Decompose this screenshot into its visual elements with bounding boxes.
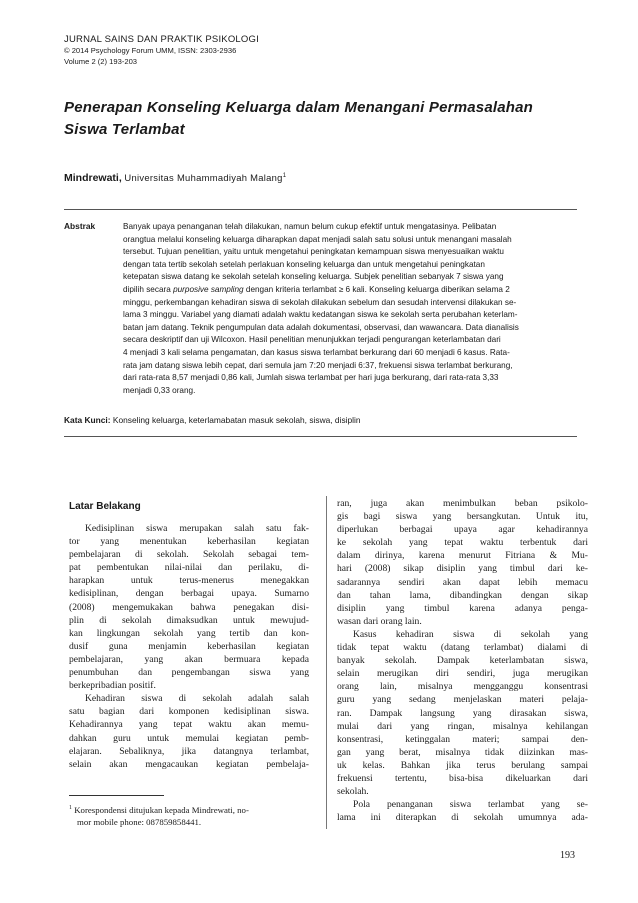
journal-header — [64, 34, 584, 67]
abstract-line: batan jam datang. Teknik pengumpulan data adalah dokumentasi, observasi, dan wawancara. Data dianalisis — [123, 322, 519, 332]
body-line: sadarannya sendiri akan dapat lebih memacu — [337, 576, 588, 588]
body-line: tidak tepat waktu (datang terlambat) dialami di — [337, 642, 588, 654]
body-line: Kasus kehadiran siswa di sekolah yang — [353, 628, 588, 640]
body-line: dahkan guru untuk memulai kegiatan pemb- — [69, 732, 309, 744]
body-line: uk kelas. Bahkan jika terus berulang sampai — [337, 759, 588, 771]
body-line: dan tahan lama, dibandingkan dengan sikap — [337, 589, 588, 601]
section-heading: Latar Belakang — [69, 501, 141, 512]
body-line: Pola penanganan siswa terlambat yang se- — [353, 799, 588, 811]
author-affiliation: Universitas Muhammadiyah Malang — [124, 172, 283, 184]
abstract-line-sampling — [123, 284, 580, 297]
left-column — [69, 498, 309, 771]
article-title-line: Siswa Terlambat — [64, 121, 185, 138]
body-line: plin di sekolah dimaksudkan untuk mewujud- — [69, 614, 309, 626]
body-line: pembelajaran, yang akan bermuara kepada — [69, 653, 309, 665]
footnote — [69, 802, 314, 829]
body-line: ran, juga akan menimbulkan beban psikolo- — [337, 498, 588, 509]
body-line: pembelajaran di sekolah. Sekolah sebagai tem- — [69, 549, 309, 561]
body-line: penumbuhan dan pengembangan siswa yang — [69, 667, 309, 679]
abstract-line: lama 3 minggu. Variabel yang diamati adalah waktu kedatangan siswa ke sekolah serta perubahan keterlam- — [123, 310, 518, 320]
body-line: frekuensi tertentu, bisa-bisa dikeluarkan dari — [337, 772, 588, 784]
abstract-top-rule — [64, 209, 577, 210]
body-line: Kehadiran siswa di sekolah adalah salah — [85, 693, 309, 705]
body-line: Kedisiplinan siswa merupakan salah satu fak- — [85, 523, 309, 534]
body-line: gan yang berat, misalnya tidak diizinkan mas- — [337, 746, 588, 758]
body-line: hari (2008) sikap disiplin yang timbul dari ke- — [337, 563, 588, 575]
column-divider — [326, 496, 327, 829]
abstract-line: dari rata-rata 8,57 menjadi 0,86 kali, Jumlah siswa terlambat per hari juga berkurang, dari rata-rata 3,33 — [123, 373, 499, 383]
body-line: wasan dari orang lain. — [337, 615, 422, 627]
body-line: tor yang menentukan keberhasilan kegiatan — [69, 536, 309, 548]
abstract-line: ketepatan siswa datang ke sekolah setelah konseling keluarga. Subjek penelitian sebanyak 7 siswa yang — [123, 272, 504, 282]
article-title-line: Penerapan Konseling Keluarga dalam Menangani Permasalahan — [64, 99, 534, 116]
abstract-label: Abstrak — [64, 221, 96, 231]
footnote-rule — [69, 795, 164, 796]
body-line: ke sekolah yang tepat waktu terbentuk dari — [337, 537, 588, 549]
body-line: berkepribadian positif. — [69, 680, 156, 692]
body-line: satu bagian dari komponen kedisiplinan siswa. — [69, 706, 309, 718]
keywords-line — [64, 414, 580, 426]
author-line — [64, 169, 584, 185]
body-line: kan lingkungan sekolah yang tertib dan kon- — [69, 627, 309, 639]
body-line: konsentrasi, ketinggalan materi; sampai den- — [337, 733, 588, 745]
body-line: Kehadirannya yang tepat waktu akan memu- — [69, 719, 309, 731]
article-title — [64, 97, 584, 141]
footnote-mark: 1 — [69, 805, 72, 811]
abstract-sampling-prefix: dipilih secara — [123, 284, 174, 294]
journal-copyright: © 2014 Psychology Forum UMM, ISSN: 2303-2936 — [64, 46, 237, 55]
keywords-text: Konseling keluarga, keterlamabatan masuk sekolah, siswa, disiplin — [112, 415, 361, 425]
abstract-line: minggu, perkembangan kehadiran siswa di sekolah dilakukan sebelum dan sesudah intervensi dilakukan se- — [123, 297, 517, 307]
abstract-line: Banyak upaya penanganan telah dilakukan, namun belum cukup efektif untuk mengatasinya. Pelibatan — [123, 222, 497, 231]
body-line: pat pembentukan nilai-nilai dan perilaku, di- — [69, 562, 309, 574]
body-line: diperlukan berbagai upaya agar kehadirannya — [337, 524, 588, 536]
abstract-line: secara deskriptif dan uji Wilcoxon. Hasil penelitian menunjukkan terjadi pengurangan keterlambatan dari — [123, 335, 501, 345]
abstract-sampling-rest: dengan kriteria terlambat ≥ 6 kali. Konseling keluarga diberikan selama 2 — [245, 284, 510, 294]
keywords-label: Kata Kunci: — [64, 415, 111, 425]
body-line: dusif guna menjamin keberhasilan kegiatan — [69, 640, 309, 652]
author-name: Mindrewati, — [64, 172, 122, 185]
abstract-line: dengan tata tertib sekolah setelah perlakuan konseling keluarga dan untuk mengetahui peningkatan — [123, 259, 485, 269]
footnote-line: Korespondensi ditujukan kepada Mindrewati, no- — [74, 804, 249, 815]
footnote-line: mor mobile phone: 087859858441. — [77, 817, 202, 828]
body-line: mulai dari yang ringan, misalnya kehilangan — [337, 720, 588, 732]
author-footnote-mark: 1 — [282, 173, 287, 179]
abstract-line: tersebut. Tujuan penelitian, yaitu untuk mengetahui peningkatan kemampuan siswa menyesuaikan waktu — [123, 247, 504, 257]
body-line: dalam dirinya, karena menurut Fitriana & Mu- — [337, 550, 588, 562]
body-line: banyak sekolah. Dampak keterlambatan siswa, — [337, 655, 588, 667]
body-line: disiplin yang timbul karena adanya penga- — [337, 602, 588, 614]
body-line: harapkan untuk terus-menerus menegakkan — [69, 575, 309, 587]
body-line: gis bagi siswa yang bersangkutan. Untuk itu, — [337, 511, 588, 523]
abstract-line: orangtua melalui konseling keluarga diharapkan dapat menjadi salah satu solusi untuk menangani masalah — [123, 234, 512, 244]
body-line: kedisiplinan, dengan berbagai upaya. Sumarno — [69, 588, 309, 600]
body-line: (2008) mengemukakan bahwa penegakan disi- — [69, 601, 309, 613]
body-line: orang lain, misalnya mengganggu konsentrasi — [337, 681, 588, 693]
abstract-block — [64, 221, 580, 397]
body-line: selain akan mengacaukan kegiatan pembelaja- — [69, 758, 309, 770]
abstract-bottom-rule — [64, 436, 577, 437]
abstract-line: rata jam datang siswa lebih cepat, dari semula jam 7:20 menjadi 6:37, frekuensi siswa terlambat berkurang, — [123, 360, 513, 370]
journal-name: JURNAL SAINS DAN PRAKTIK PSIKOLOGI — [64, 34, 259, 45]
body-line: guru yang sedang menjelaskan materi pelaja- — [337, 694, 588, 706]
abstract-text — [123, 221, 580, 397]
body-line: sekolah. — [337, 786, 369, 798]
page-number: 193 — [560, 850, 575, 861]
abstract-line: menjadi 0,33 orang. — [123, 385, 196, 395]
body-line: selain merugikan diri sendiri, juga merugikan — [337, 668, 588, 680]
right-column — [337, 497, 588, 824]
body-line: elajaran. Sebaliknya, jika datangnya terlambat, — [69, 745, 309, 757]
abstract-line: 4 menjadi 3 kali selama pengamatan, dan kasus siswa terlambat berkurang dari 60 menjadi 6 kasus. Rata- — [123, 347, 510, 357]
body-line: ran. Dampak langsung yang dirasakan siswa, — [337, 707, 588, 719]
abstract-sampling-term: purposive sampling — [173, 284, 244, 294]
body-line: lama ini diterapkan di sekolah umumnya ada- — [337, 812, 588, 824]
journal-volume: Volume 2 (2) 193-203 — [64, 56, 138, 66]
